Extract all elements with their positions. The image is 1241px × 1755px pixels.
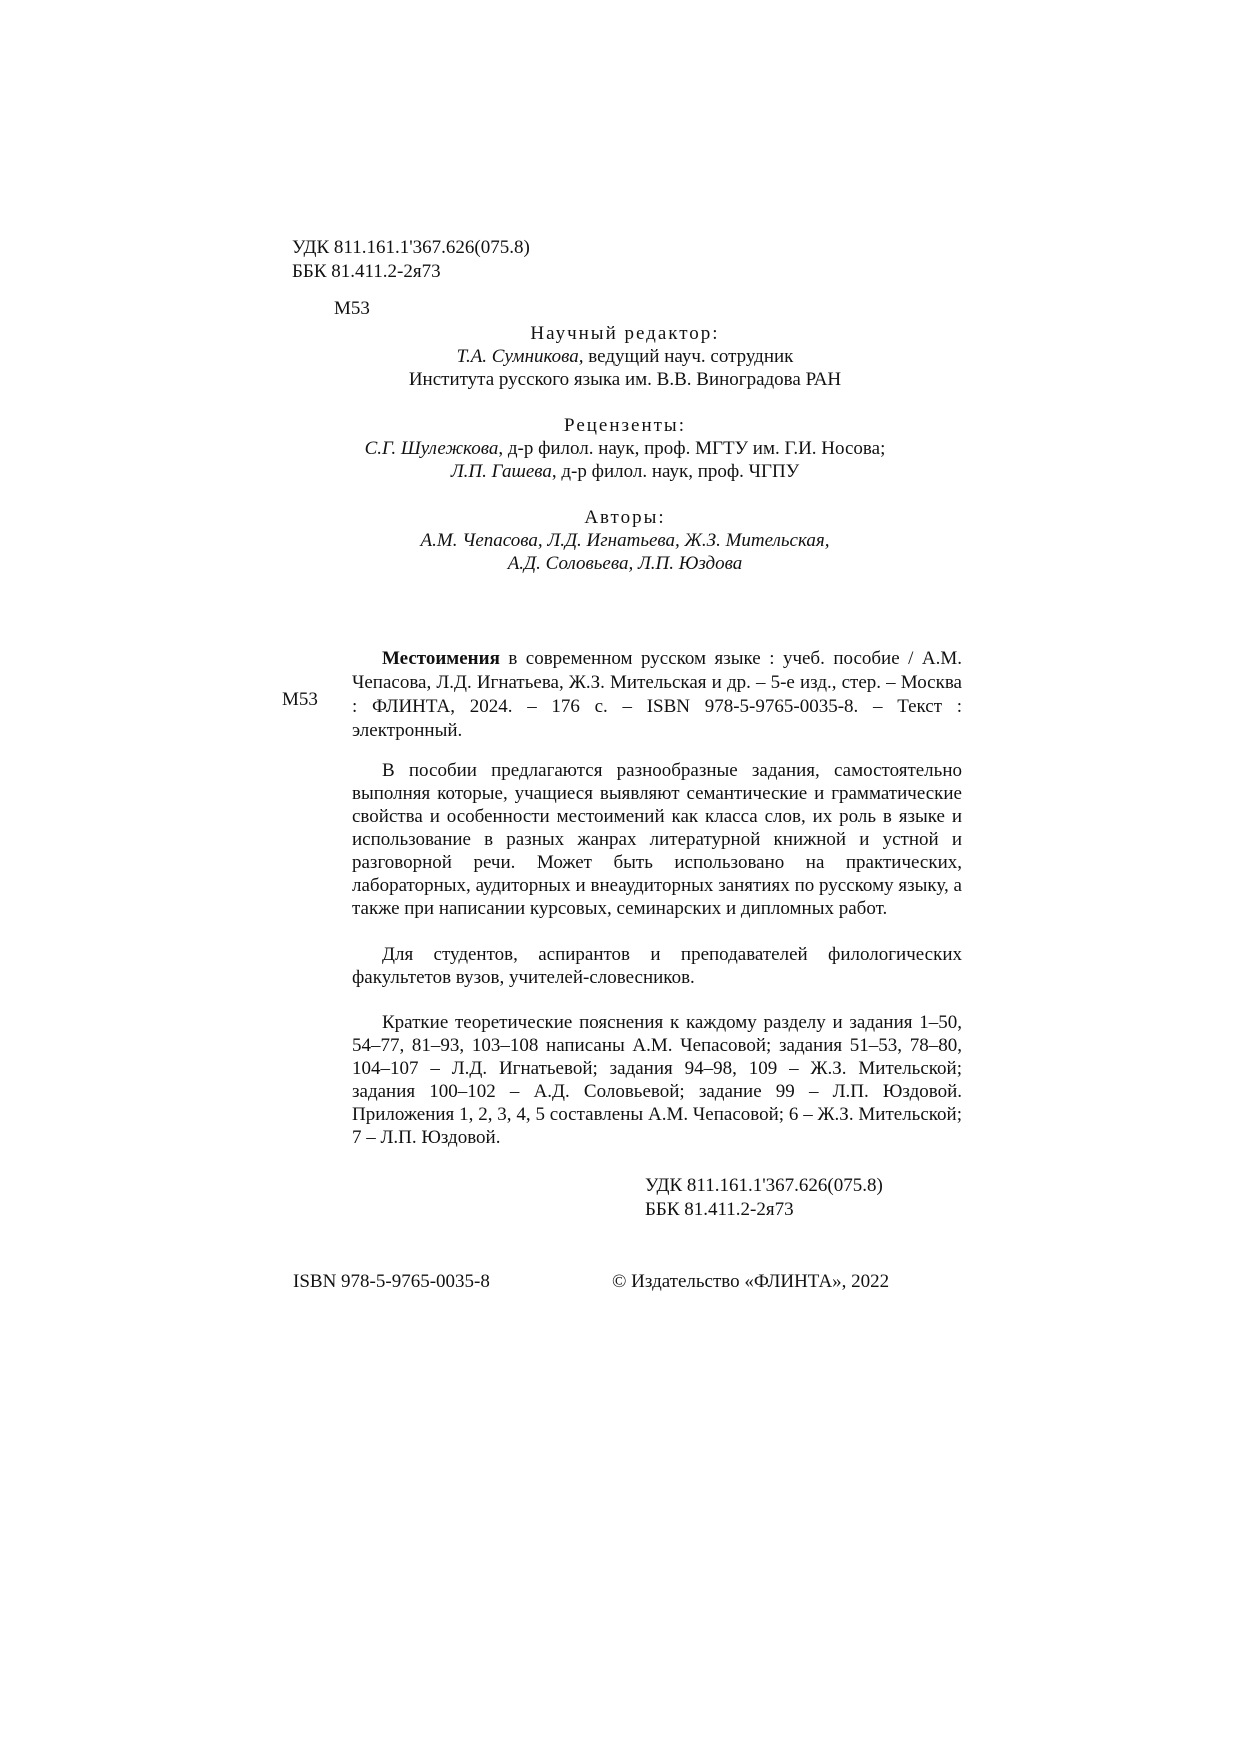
- editor-heading: Научный редактор:: [530, 323, 720, 344]
- editor-line-1: [350, 346, 900, 368]
- editor-line-2: Института русского языка им. В.В. Виноградова РАН: [408, 369, 842, 390]
- bbk-code: ББК 81.411.2-2я73: [292, 261, 441, 282]
- bibliographic-record: [352, 647, 962, 743]
- reviewer-1-details: , д-р филол. наук, проф. МГТУ им. Г.И. Носова;: [498, 438, 886, 459]
- credits-paragraph: Краткие теоретические пояснения к каждому разделу и задания 1–50, 54–77, 81–93, 103–108 написаны А.М. Чепасовой; задания 51–53, 78–80, 104–107 – Л.Д. Игнатьевой; задания 94–98, 109 – Ж.З. Мительской; задания 100–102 – А.Д. Соловьевой; задание 99 – Л.П. Юздовой. Приложения 1, 2, 3, 4, 5 составлены А.М. Чепасовой; 6 – Ж.З. Мительской; 7 – Л.П. Юздовой.: [352, 1012, 962, 1148]
- footer-bbk-code: ББК 81.411.2-2я73: [645, 1199, 794, 1220]
- reviewer-2: [300, 461, 950, 483]
- copyright: © Издательство «ФЛИНТА», 2022: [612, 1271, 890, 1292]
- reviewer-1-name: С.Г. Шулежкова: [364, 438, 499, 459]
- annotation-paragraph-2: Для студентов, аспирантов и преподавателей филологических факультетов вузов, учителей-словесников.: [352, 944, 962, 988]
- bibliographic-details: в современном русском языке : учеб. пособие / А.М. Чепасова, Л.Д. Игнатьева, Ж.З. Мительская и др. – 5-е изд., стер. – Москва : ФЛИНТА, 2024. – 176 с. – ISBN 978-5-9765-0035-8. – Текст : электронный.: [352, 648, 962, 741]
- footer-udk-code: УДК 811.161.1'367.626(075.8): [645, 1175, 883, 1196]
- isbn: ISBN 978-5-9765-0035-8: [293, 1271, 490, 1292]
- udk-code: УДК 811.161.1'367.626(075.8): [292, 237, 530, 258]
- author-mark: М53: [334, 298, 370, 319]
- reviewers-heading: Рецензенты:: [564, 415, 686, 436]
- authors-heading: Авторы:: [584, 507, 666, 528]
- authors-line-1: А.М. Чепасова, Л.Д. Игнатьева, Ж.З. Мительская,: [420, 530, 830, 551]
- bibliography-author-mark: М53: [282, 689, 318, 710]
- editor-position: ведущий науч. сотрудник: [583, 346, 794, 367]
- book-title: Местоимения: [382, 648, 500, 669]
- editor-name: Т.А. Сумникова,: [456, 346, 584, 367]
- reviewer-2-name: Л.П. Гашева: [450, 461, 552, 482]
- authors-line-2: А.Д. Соловьева, Л.П. Юздова: [507, 553, 743, 574]
- annotation-paragraph-1: В пособии предлагаются разнообразные задания, самостоятельно выполняя которые, учащиеся выявляют семантические и грамматические свойства и особенности местоимений как класса слов, их роль в языке и использование в разных жанрах литературной книжной и устной и разговорной речи. Может быть использовано на практических, лабораторных, аудиторных и внеаудиторных занятиях по русскому языку, а также при написании курсовых, семинарских и дипломных работ.: [352, 760, 962, 919]
- reviewer-1: [300, 438, 950, 460]
- reviewer-2-details: , д-р филол. наук, проф. ЧГПУ: [551, 461, 800, 482]
